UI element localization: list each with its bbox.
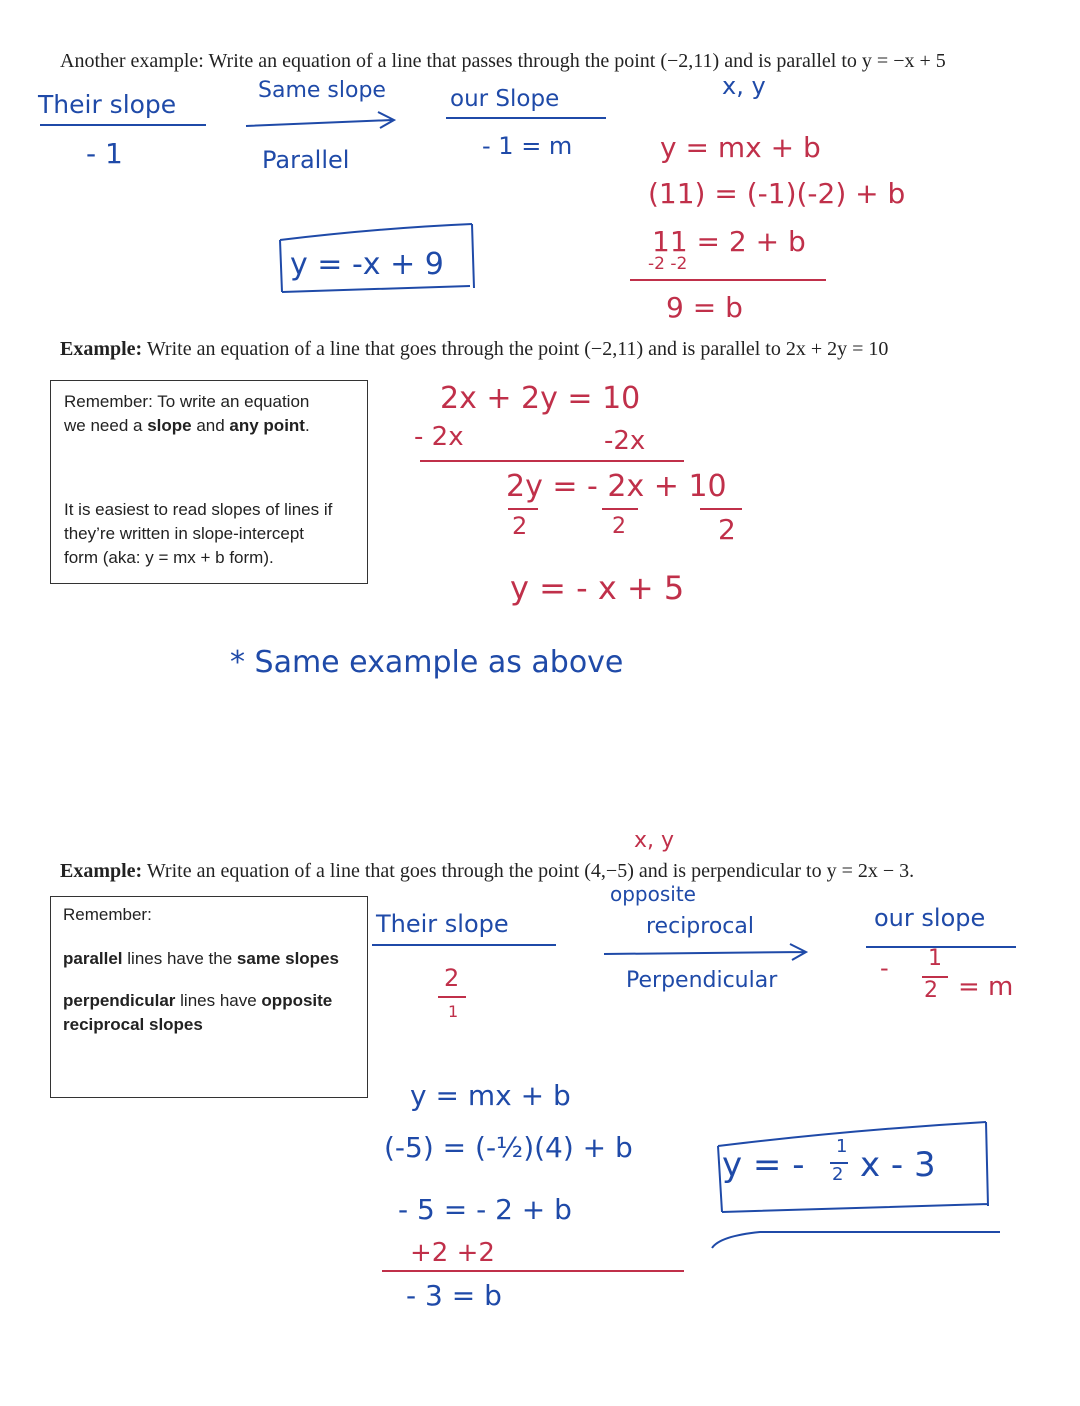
section3-prompt-text: Write an equation of a line that goes through the point (4,−5) and is perpendicular to y = 2x − 3. [142,860,915,882]
s3-our-slope-num: 1 [928,946,942,971]
s1-work-line-5: 9 = b [666,291,743,324]
box3-title: Remember: [63,905,152,924]
s3-answer-num: 1 [836,1136,848,1157]
section2-prompt-bold: Example: [60,338,143,360]
s3-their-slope-den: 1 [448,1002,459,1021]
section3-prompt-bold: Example: [60,860,143,882]
box2-line-4: they’re written in slope-intercept [64,524,305,543]
s3-work-line-4: +2 +2 [410,1238,495,1268]
s2-same-example-note: * Same example as above [230,645,624,680]
section3-answer-underline [712,1232,1000,1248]
box3-line-1: parallel lines have the same slopes [63,949,339,968]
box3-line-2: perpendicular lines have opposite [63,991,333,1010]
section1-prompt: Another example: Write an equation of a line that passes through the point (−2,11) and is parallel to y = −x + 5 [60,50,946,72]
box2-line-2: we need a slope and any point. [64,416,310,435]
box2-line-5: form (aka: y = mx + b form). [64,548,274,567]
s3-our-slope-label: our slope [874,904,986,932]
s1-work-line-1: y = mx + b [660,131,821,164]
box3-line-3: reciprocal slopes [63,1015,203,1034]
our-slope-label: our Slope [450,86,560,112]
s1-work-line-4: -2 -2 [648,254,688,274]
box2-line-1: Remember: To write an equation [64,392,310,411]
section3-answer-box [718,1122,988,1212]
s2-work-left-sub: - 2x [414,422,464,452]
s3-perpendicular-label: Perpendicular [626,968,778,993]
section1-answer-box [280,224,474,292]
s2-work-line-2: 2y = - 2x + 10 [506,469,727,504]
section3-xy-note: x, y [634,828,675,853]
section1-answer: y = -x + 9 [290,247,444,282]
s1-work-line-2: (11) = (-1)(-2) + b [648,177,906,210]
same-slope-arrow [246,112,394,128]
our-slope-value: - 1 = m [482,132,573,160]
s3-our-slope-eq: = m [958,972,1014,1002]
section2-prompt-text: Write an equation of a line that goes through the point (−2,11) and is parallel to 2x + 2y = 10 [142,338,889,360]
s2-work-result: y = - x + 5 [510,569,685,607]
s3-our-slope-sign: - [880,954,889,982]
their-slope-value: - 1 [86,137,123,170]
their-slope-label: Their slope [38,90,177,119]
s3-work-line-3: - 5 = - 2 + b [398,1193,572,1226]
s2-work-right-sub: -2x [604,426,646,456]
s3-work-line-5: - 3 = b [406,1279,502,1312]
perpendicular-arrow [604,944,806,960]
s3-their-slope-num: 2 [444,964,460,992]
s3-answer-lhs: y = - [722,1145,805,1185]
s3-work-line-2: (-5) = (-½)(4) + b [384,1131,633,1164]
s2-divisor-1: 2 [512,512,528,540]
s3-their-slope-label: Their slope [376,910,509,938]
s2-work-line-1: 2x + 2y = 10 [440,381,641,416]
section1-xy-note: x, y [722,72,766,100]
s3-opposite-label: opposite [610,882,696,906]
s2-divisor-2: 2 [612,514,626,539]
same-slope-label: Same slope [258,78,386,103]
s3-answer-den: 2 [832,1164,844,1185]
s3-reciprocal-label: reciprocal [646,914,754,939]
parallel-label: Parallel [262,146,350,174]
box2-line-3: It is easiest to read slopes of lines if [64,500,333,519]
s3-answer-rhs: x - 3 [860,1145,936,1185]
s2-divisor-3: 2 [718,513,736,546]
s3-work-line-1: y = mx + b [410,1079,571,1112]
s1-work-line-3: 11 = 2 + b [652,225,806,258]
s3-our-slope-den: 2 [924,978,938,1003]
